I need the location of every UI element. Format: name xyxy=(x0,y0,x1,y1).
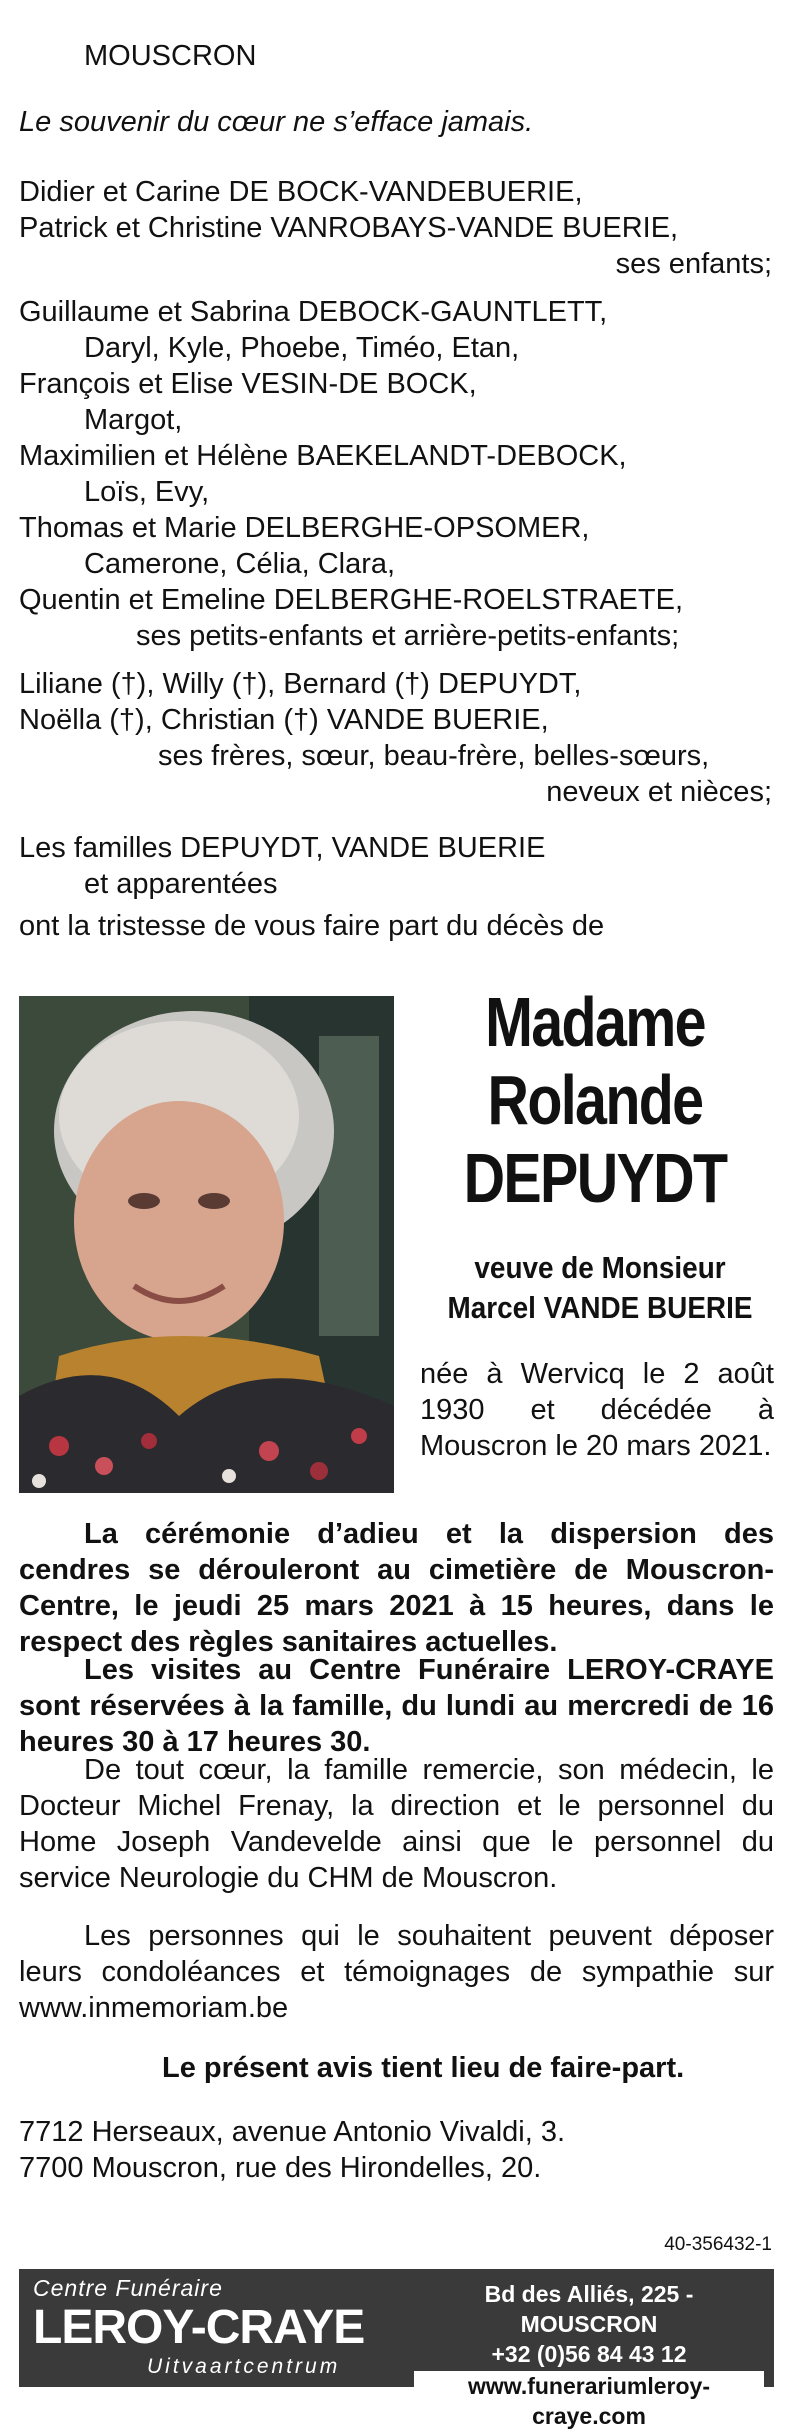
visits-paragraph: Les visites au Centre Funéraire LEROY-CRAYE sont réservées à la famille, du lundi au mercredi de 16 heures 30 à 17 heures 30. xyxy=(19,1654,774,1758)
funeral-home-phone: +32 (0)56 84 43 12 xyxy=(491,2341,687,2367)
great-grandchildren-2: Margot, xyxy=(84,404,183,436)
funeral-home-website[interactable]: www.funerariumleroy-craye.com xyxy=(414,2371,764,2431)
thanks-paragraph: De tout cœur, la famille remercie, son médecin, le Docteur Michel Frenay, la direction et le personnel du Home Joseph Vandevelde ainsi que le personnel du service Neurologie du CHM de Mouscron. xyxy=(19,1754,774,1894)
ceremony-paragraph: La cérémonie d’adieu et la dispersion des cendres se dérouleront au cimetière de Mouscron-Centre, le jeudi 25 mars 2021 à 15 heures, dans le respect des règles sanitaires actuelles. xyxy=(19,1518,774,1658)
notice-statement: Le présent avis tient lieu de faire-part. xyxy=(162,2052,685,2084)
funeral-home-logo xyxy=(33,2275,413,2354)
birth-death-details: née à Wervicq le 2 août 1930 et décédée à Mouscron le 20 mars 2021. xyxy=(420,1358,774,1462)
children-line-1: Didier et Carine DE BOCK-VANDEBUERIE, xyxy=(19,176,583,208)
deceased-first-name: Rolande xyxy=(487,1061,703,1139)
funeral-home-address: Bd des Alliés, 225 - MOUSCRON xyxy=(484,2281,694,2337)
deceased-last-name: DEPUYDT xyxy=(463,1139,727,1217)
funeral-home-contact xyxy=(414,2279,764,2431)
condolences-paragraph: Les personnes qui le souhaitent peuvent déposer leurs condoléances et témoignages de sympathie sur www.inmemoriam.be xyxy=(19,1920,774,2024)
portrait-illustration xyxy=(19,996,394,1493)
announcement: ont la tristesse de vous faire part du décès de xyxy=(19,910,605,942)
motto: Le souvenir du cœur ne s’efface jamais. xyxy=(19,106,534,138)
siblings-role-1: ses frères, sœur, beau-frère, belles-sœurs, xyxy=(158,740,710,772)
grandchild-couple-3: Maximilien et Hélène BAEKELANDT-DEBOCK, xyxy=(19,440,627,472)
grandchild-couple-4: Thomas et Marie DELBERGHE-OPSOMER, xyxy=(19,512,590,544)
logo-centre-label: Centre Funéraire xyxy=(33,2275,223,2301)
widow-of-line-1: veuve de Monsieur xyxy=(474,1250,726,1285)
deceased-title: Madame xyxy=(485,983,705,1061)
children-role: ses enfants; xyxy=(615,248,772,280)
children-line-2: Patrick et Christine VANROBAYS-VANDE BUERIE, xyxy=(19,212,679,244)
siblings-line-1: Liliane (†), Willy (†), Bernard (†) DEPUYDT, xyxy=(19,668,582,700)
city-heading: MOUSCRON xyxy=(84,40,257,72)
great-grandchildren-1: Daryl, Kyle, Phoebe, Timéo, Etan, xyxy=(84,332,520,364)
siblings-line-2: Noëlla (†), Christian (†) VANDE BUERIE, xyxy=(19,704,549,736)
families-line: Les familles DEPUYDT, VANDE BUERIE xyxy=(19,832,546,864)
siblings-role-2: neveux et nièces; xyxy=(546,776,772,808)
widow-of-line-2: Marcel VANDE BUERIE xyxy=(447,1290,753,1325)
address-2: 7700 Mouscron, rue des Hirondelles, 20. xyxy=(19,2152,542,2184)
portrait-photo xyxy=(19,996,394,1493)
grandchild-couple-1: Guillaume et Sabrina DEBOCK-GAUNTLETT, xyxy=(19,296,608,328)
grandchild-couple-5: Quentin et Emeline DELBERGHE-ROELSTRAETE, xyxy=(19,584,684,616)
families-line-2: et apparentées xyxy=(84,868,278,900)
address-1: 7712 Herseaux, avenue Antonio Vivaldi, 3. xyxy=(19,2116,566,2148)
logo-uitvaart-label: Uitvaartcentrum xyxy=(147,2355,341,2378)
great-grandchildren-4: Camerone, Célia, Clara, xyxy=(84,548,396,580)
great-grandchildren-3: Loïs, Evy, xyxy=(84,476,210,508)
funeral-home-banner xyxy=(19,2269,774,2429)
grandchildren-role: ses petits-enfants et arrière-petits-enfants; xyxy=(136,620,680,652)
grandchild-couple-2: François et Elise VESIN-DE BOCK, xyxy=(19,368,477,400)
reference-number: 40-356432-1 xyxy=(664,2234,772,2255)
logo-brand-name: LEROY-CRAYE xyxy=(33,2301,365,2354)
